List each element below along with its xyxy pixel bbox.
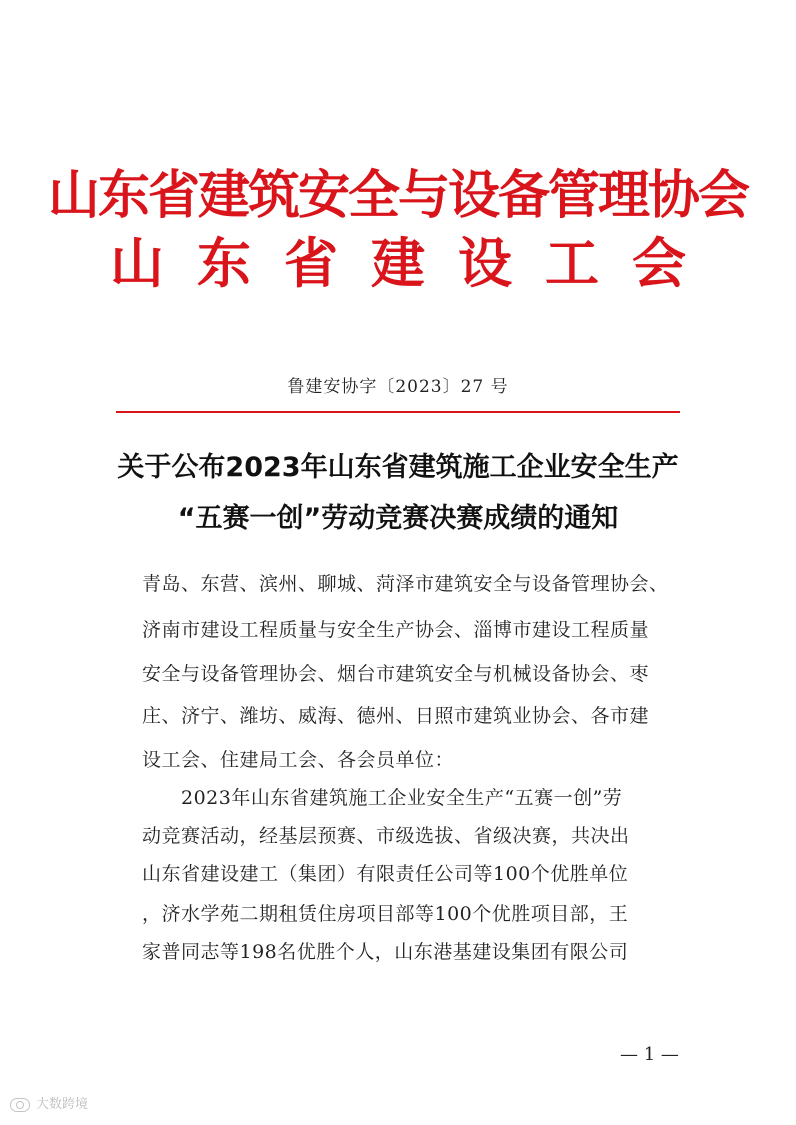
document-number: 鲁建安协字〔2023〕27 号 (287, 377, 509, 397)
body-line: 动竞赛活动，经基层预赛、市级选拔、省级决赛，共决出 (142, 825, 630, 847)
issuer-line-1: 山东省建筑安全与设备管理协会 (47, 166, 748, 226)
watermark-logo-icon (10, 1098, 30, 1112)
body-line: 家普同志等198名优胜个人，山东港基建设集团有限公司 (142, 941, 629, 963)
body-line: 庄、济宁、潍坊、威海、德州、日照市建筑业协会、各市建 (142, 705, 650, 727)
body-line: 济南市建设工程质量与安全生产协会、淄博市建设工程质量 (142, 619, 650, 641)
body-line: 山东省建设建工（集团）有限责任公司等100个优胜单位 (142, 863, 629, 885)
body-line: 设工会、住建局工会、各会员单位： (142, 749, 455, 771)
body-line: 安全与设备管理协会、烟台市建筑安全与机械设备协会、枣 (142, 663, 650, 685)
issuer-line-2: 山东省建设工会 (110, 232, 719, 295)
page-number: — 1 — (620, 1044, 679, 1065)
title-line-2: “五赛一创”劳动竞赛决赛成绩的通知 (177, 503, 619, 534)
body-line: ，济水学苑二期租赁住房项目部等100个优胜项目部，王 (142, 903, 629, 925)
red-divider (116, 411, 680, 413)
watermark-text: 大数跨境 (36, 1097, 89, 1112)
title-line-1: 关于公布2023年山东省建筑施工企业安全生产 (117, 452, 679, 483)
watermark (10, 1096, 88, 1114)
body-line: 2023年山东省建筑施工企业安全生产“五赛一创”劳 (142, 787, 623, 809)
body-line: 青岛、东营、滨州、聊城、菏泽市建筑安全与设备管理协会、 (142, 573, 669, 595)
